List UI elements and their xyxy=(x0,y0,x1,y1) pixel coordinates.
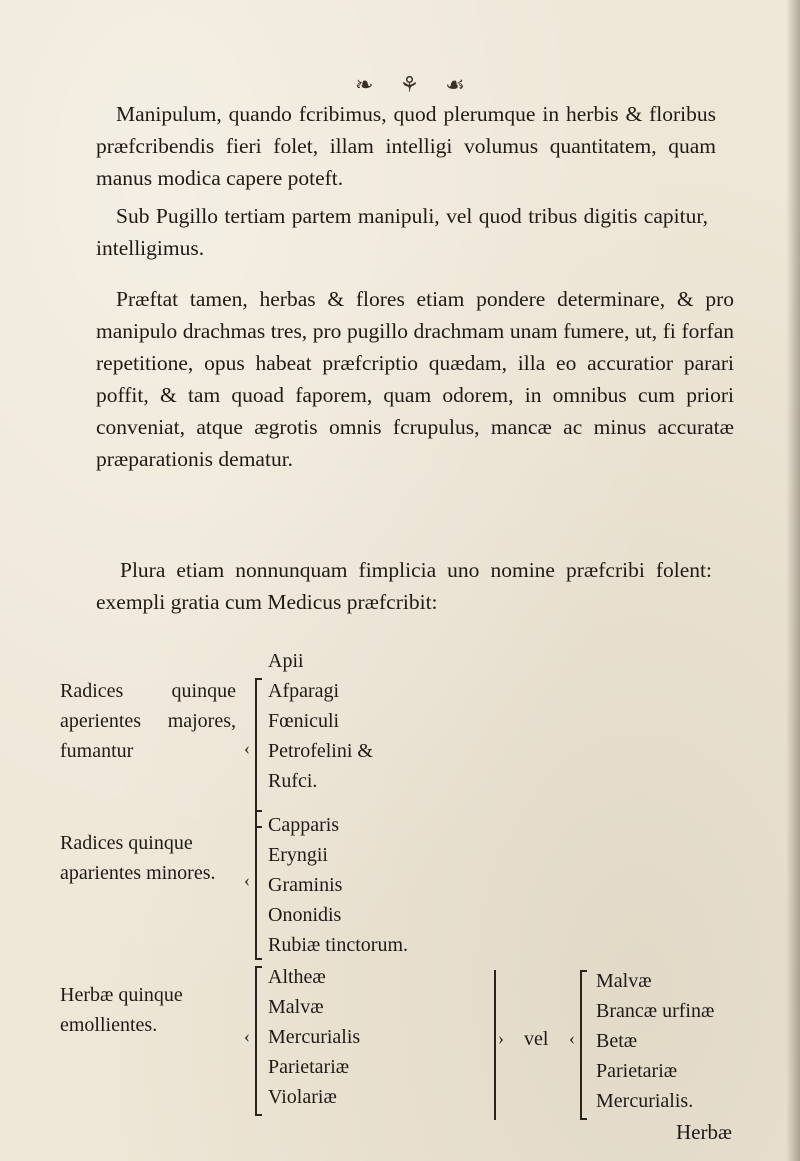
brace-group-3 xyxy=(255,966,257,1116)
brace-tip-3-alt: ‹ xyxy=(569,1028,575,1048)
list-item: Parietariæ xyxy=(268,1056,350,1078)
paragraph-simplicia: Plura etiam nonnunquam fimplicia uno nomine præfcribi folent: exempli gratia cum Medicus præfcribit: xyxy=(96,558,712,614)
list-item: Violariæ xyxy=(268,1086,337,1108)
list-item: Rufci. xyxy=(268,770,318,792)
closing-brace-tip: › xyxy=(498,1028,504,1048)
closing-brace-group-3 xyxy=(494,970,496,1120)
list-item: Eryngii xyxy=(268,844,328,866)
brace-group-1 xyxy=(255,678,257,828)
printer-ornament xyxy=(300,72,520,98)
paragraph-manipulum: Manipulum, quando fcribimus, quod plerumque in herbis & floribus præfcribendis fieri folet, illam intelligi volumus quantitatem, quam manus modica capere poteft. xyxy=(96,102,716,190)
ornament-leaf-icon: ❧ xyxy=(355,72,374,97)
catchword: Herbæ xyxy=(676,1120,732,1144)
conjunction-vel: vel xyxy=(524,1028,549,1050)
group-label-radices-minores: Radices quinque aparientes minores. xyxy=(60,832,216,884)
list-item: Graminis xyxy=(268,874,343,896)
list-item: Petrofelini & xyxy=(268,740,373,762)
list-item: Capparis xyxy=(268,814,340,836)
list-item: Parietariæ xyxy=(596,1060,678,1082)
brace-group-3-alt xyxy=(580,970,582,1120)
item-list-radices-majores xyxy=(268,646,373,796)
list-item: Rubiæ tinctorum. xyxy=(268,934,408,956)
list-item: Malvæ xyxy=(268,996,324,1018)
list-item: Altheæ xyxy=(268,966,326,988)
group-label-herbae-emollientes: Herbæ quinque emollientes. xyxy=(60,984,183,1036)
ornament-scroll-icon: ☙ xyxy=(445,72,465,97)
list-item: Brancæ urfinæ xyxy=(596,1000,715,1022)
paragraph-pugillus: Sub Pugillo tertiam partem manipuli, vel quod tribus digitis capitur, intelligimus. xyxy=(96,204,708,260)
list-item: Afparagi xyxy=(268,680,340,702)
list-item: Betæ xyxy=(596,1030,638,1052)
brace-tip-2: ‹ xyxy=(244,870,250,890)
brace-tip-1: ‹ xyxy=(244,738,250,758)
item-list-radices-minores xyxy=(268,810,408,960)
list-item: Mercurialis xyxy=(268,1026,361,1048)
group-label-radices-majores: Radices quinque aperientes majores, fumantur xyxy=(60,680,236,762)
page-edge-shadow xyxy=(786,0,800,1161)
list-item: Ononidis xyxy=(268,904,342,926)
brace-group-2 xyxy=(255,810,257,960)
item-list-herbae xyxy=(268,962,360,1112)
ornament-flower-icon: ⚘ xyxy=(399,72,420,97)
list-item: Fœniculi xyxy=(268,710,340,732)
item-list-herbae-alt xyxy=(596,966,714,1116)
list-item: Apii xyxy=(268,650,304,672)
paragraph-pondere: Præftat tamen, herbas & flores etiam pondere determinare, & pro manipulo drachmas tres, pro pugillo drachmam unam fumere, ut, fi forfan repetitione, opus habeat præfcriptio quædam, illa eo accuratior parari poffit, & tam quoad faporem, quam odorem, in omnibus cum priori conveniat, atque ægrotis omnis fcrupulus, mancæ ac minus accuratæ præparationis dematur. xyxy=(96,287,734,471)
list-item: Mercurialis. xyxy=(596,1090,694,1112)
brace-tip-3: ‹ xyxy=(244,1026,250,1046)
list-item: Malvæ xyxy=(596,970,652,992)
